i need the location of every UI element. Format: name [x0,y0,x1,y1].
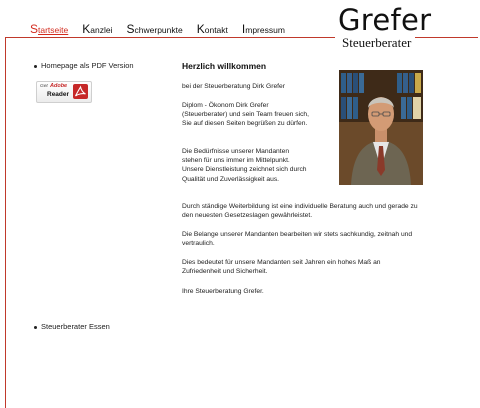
nav-startseite[interactable]: Startseite [30,22,69,36]
adobe-reader-icon [73,84,88,99]
adobe-reader-label: Reader [47,91,70,98]
pdf-version-link[interactable]: Homepage als PDF Version [34,61,134,70]
clients-paragraph: Die Bedürfnisse unserer Mandanten stehen für uns immer im Mittelpunkt. Unsere Dienstleistung zeichnet sich durch Qualität und Zuverlässigkeit aus. [182,148,307,183]
training-paragraph: Durch ständige Weiterbildung ist eine individuelle Beratung auch und gerade zu den neuesten Gesetzeslagen gewährleistet. [182,203,418,220]
header-divider [5,37,335,38]
care-paragraph: Die Belange unserer Mandanten bearbeiten wir stets sachkundig, zeitnah und vertraulich. [182,231,413,248]
adobe-reader-button[interactable] [36,81,92,103]
team-paragraph: Diplom - Ökonom Dirk Grefer (Steuerberater) und sein Team freuen sich, Sie auf diesen Seiten begrüßen zu dürfen. [182,102,310,128]
brand-logo-subtitle: Steuerberater [342,35,412,50]
adobe-brand-label: Adobe [50,83,68,89]
main-nav [30,22,299,36]
satisfaction-paragraph: Dies bedeutet für unsere Mandanten seit Jahren ein hohes Maß an Zufriedenheit und Sicherheit. [182,259,381,276]
nav-kanzlei[interactable]: Kanzlei [82,22,113,36]
closing-paragraph: Ihre Steuerberatung Grefer. [182,288,264,295]
left-border-line [5,37,6,408]
page-title: Herzlich willkommen [182,61,267,71]
steuerberater-essen-link[interactable]: Steuerberater Essen [34,322,110,331]
brand-logo-name: Grefer [338,3,432,37]
bullet-icon [34,65,37,68]
nav-impressum[interactable]: Impressum [241,22,285,36]
portrait-photo [339,70,423,185]
adobe-get-label: Get [40,84,48,89]
bullet-icon [34,326,37,329]
intro-paragraph: bei der Steuerberatung Dirk Grefer [182,83,285,90]
header-divider-right [415,37,478,38]
nav-kontakt[interactable]: Kontakt [196,22,228,36]
nav-schwerpunkte[interactable]: Schwerpunkte [126,22,183,36]
